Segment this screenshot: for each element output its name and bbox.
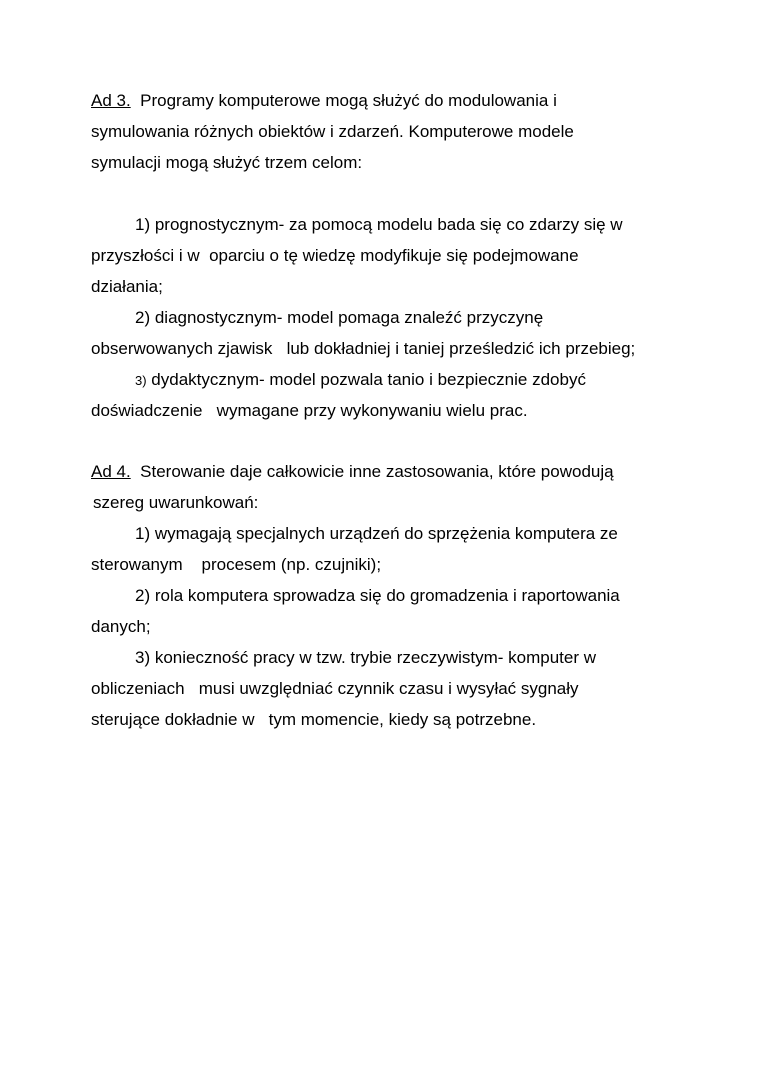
section4-item3-line-2: obliczeniach musi uwzględniać czynnik czasu i wysyłać sygnały [91,679,579,698]
section3-label: Ad 3. [91,91,131,110]
section4-intro-text-1: Sterowanie daje całkowicie inne zastosowania, które powodują [130,462,614,481]
section3-item3-line-1 [135,370,586,391]
section3-item3-number: 3) [135,373,147,388]
section4-item2-line-1: 2) rola komputera sprowadza się do gromadzenia i raportowania [135,586,620,605]
section4-intro-line-1 [91,462,614,482]
section3-intro-line-3: symulacji mogą służyć trzem celom: [91,153,363,172]
section3-item2-line-1: 2) diagnostycznym- model pomaga znaleźć przyczynę [135,308,544,327]
section4-item3-line-3: sterujące dokładnie w tym momencie, kiedy są potrzebne. [91,710,537,729]
section4-intro-line-2: szereg uwarunkowań: [93,493,259,512]
section4-label: Ad 4. [91,462,131,481]
section4-item2-line-2: danych; [91,617,151,636]
section3-item1-line-2: przyszłości i w oparciu o tę wiedzę modyfikuje się podejmowane [91,246,579,265]
section3-item1-line-1: 1) prognostycznym- za pomocą modelu bada się co zdarzy się w [135,215,623,234]
section4-item1-line-2: sterowanym procesem (np. czujniki); [91,555,382,574]
section3-intro-line-1 [91,91,557,111]
section3-item3-line-2: doświadczenie wymagane przy wykonywaniu wielu prac. [91,401,528,420]
section4-item1-line-1: 1) wymagają specjalnych urządzeń do sprzężenia komputera ze [135,524,618,543]
section4-item3-line-1: 3) konieczność pracy w tzw. trybie rzeczywistym- komputer w [135,648,597,667]
section3-item2-line-2: obserwowanych zjawisk lub dokładniej i taniej prześledzić ich przebieg; [91,339,636,358]
section3-item3-text: dydaktycznym- model pozwala tanio i bezpiecznie zdobyć [146,370,586,389]
section3-intro-text-1: Programy komputerowe mogą służyć do modulowania i [130,91,557,110]
section3-intro-line-2: symulowania różnych obiektów i zdarzeń. Komputerowe modele [91,122,574,141]
section3-item1-line-3: działania; [91,277,163,296]
